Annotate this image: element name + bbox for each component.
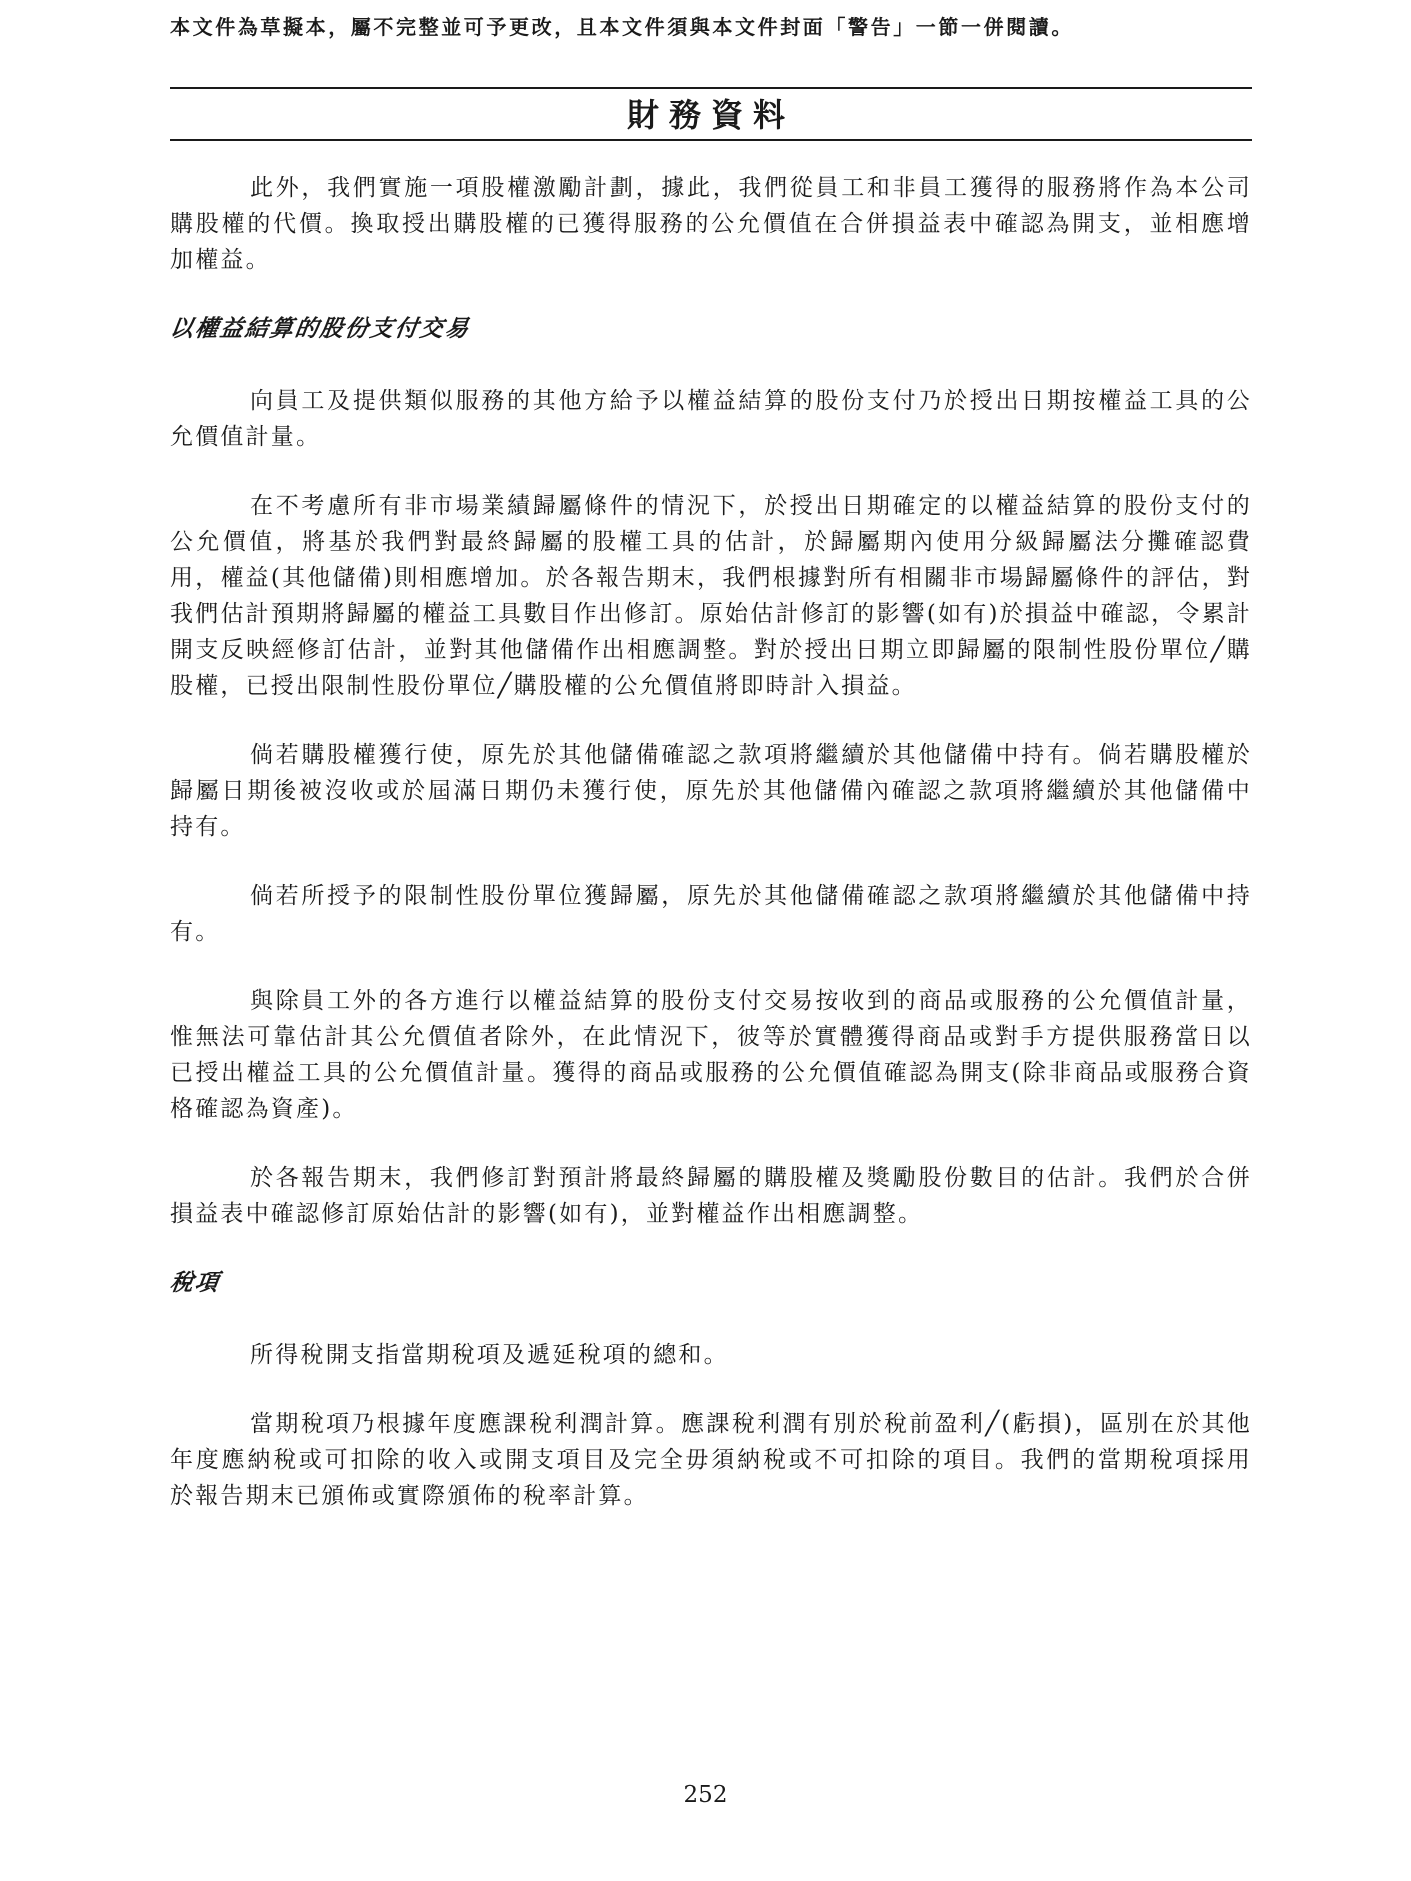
page-number: 252 <box>683 1782 728 1808</box>
title-bottom-rule <box>170 139 1252 141</box>
paragraph-vesting-conditions: 在不考慮所有非市場業績歸屬條件的情況下，於授出日期確定的以權益結算的股份支付的公允價值，將基於我們對最終歸屬的股權工具的估計，於歸屬期內使用分級歸屬法分攤確認費用，權益(其他儲備)則相應增加。於各報告期末，我們根據對所有相關非市場歸屬條件的評估，對我們估計預期將歸屬的權益工具數目作出修訂。原始估計修訂的影響(如有)於損益中確認，令累計開支反映經修訂估計，並對其他儲備作出相應調整。對於授出日期立即歸屬的限制性股份單位╱購股權，已授出限制性股份單位╱購股權的公允價值將即時計入損益。 <box>170 493 1252 699</box>
heading-taxation: 稅項 <box>168 1269 222 1296</box>
paragraph-option-exercise: 倘若購股權獲行使，原先於其他儲備確認之款項將繼續於其他儲備中持有。倘若購股權於歸屬日期後被沒收或於屆滿日期仍未獲行使，原先於其他儲備內確認之款項將繼續於其他儲備中持有。 <box>170 742 1252 840</box>
paragraph-income-tax-expense: 所得稅開支指當期稅項及遞延稅項的總和。 <box>250 1342 729 1368</box>
paragraph-non-employee-transactions: 與除員工外的各方進行以權益結算的股份支付交易按收到的商品或服務的公允價值計量，惟無法可靠估計其公允價值者除外，在此情況下，彼等於實體獲得商品或對手方提供服務當日以已授出權益工具的公允價值計量。獲得的商品或服務的公允價值確認為開支(除非商品或服務合資格確認為資產)。 <box>170 988 1252 1122</box>
title-top-rule <box>170 87 1252 89</box>
draft-disclaimer: 本文件為草擬本，屬不完整並可予更改，且本文件須與本文件封面「警告」一節一併閱讀。 <box>170 15 1074 39</box>
paragraph-estimate-revision: 於各報告期末，我們修訂對預計將最終歸屬的購股權及獎勵股份數目的估計。我們於合併損益表中確認修訂原始估計的影響(如有)，並對權益作出相應調整。 <box>170 1165 1252 1227</box>
paragraph-rsu-vesting: 倘若所授予的限制性股份單位獲歸屬，原先於其他儲備確認之款項將繼續於其他儲備中持有。 <box>170 883 1252 945</box>
heading-equity-settled-share-based-payment: 以權益結算的股份支付交易 <box>168 315 472 342</box>
paragraph-equity-settled-measurement: 向員工及提供類似服務的其他方給予以權益結算的股份支付乃於授出日期按權益工具的公允價值計量。 <box>170 388 1252 450</box>
body-content <box>170 170 1252 1547</box>
paragraph-share-incentive-plan: 此外，我們實施一項股權激勵計劃，據此，我們從員工和非員工獲得的服務將作為本公司購股權的代價。換取授出購股權的已獲得服務的公允價值在合併損益表中確認為開支，並相應增加權益。 <box>170 175 1252 273</box>
section-title: 財務資料 <box>626 96 795 134</box>
paragraph-current-tax: 當期稅項乃根據年度應課稅利潤計算。應課稅利潤有別於稅前盈利╱(虧損)，區別在於其他年度應納稅或可扣除的收入或開支項目及完全毋須納稅或不可扣除的項目。我們的當期稅項採用於報告期末已頒佈或實際頒佈的稅率計算。 <box>170 1411 1252 1509</box>
